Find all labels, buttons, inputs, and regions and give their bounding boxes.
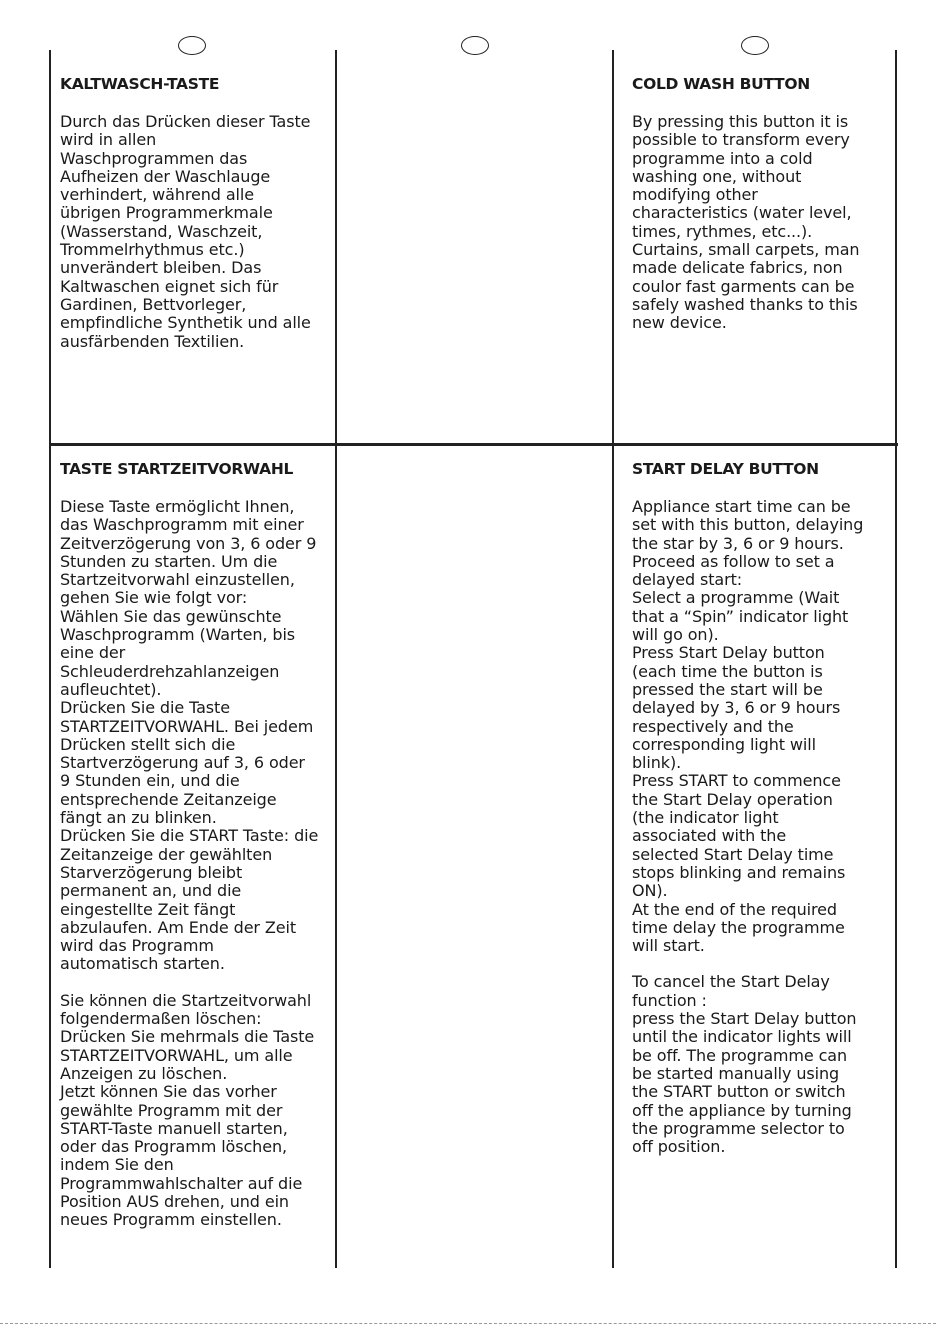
- german-start-delay-section: [60, 459, 332, 1230]
- column-divider-middle-left: [335, 50, 337, 1268]
- english-cold-wash-heading: COLD WASH BUTTON: [632, 75, 810, 93]
- german-start-delay-heading: TASTE STARTZEITVORWAHL: [60, 460, 294, 478]
- english-cold-wash-section: [632, 74, 904, 333]
- english-start-delay-heading: START DELAY BUTTON: [632, 460, 819, 478]
- language-marker-circle-german: [178, 36, 206, 55]
- english-start-delay-section: [632, 459, 904, 1156]
- german-start-delay-text-2: Sie können die Startzeitvorwahl folgendermaßen löschen: Drücken Sie mehrmals die Taste STARTZEITVORWAHL, um alle Anzeigen zu löschen. Jetzt können Sie das vorher gewählte Programm mit der START-Taste manuell starten, oder das Programm löschen, indem Sie den Programmwahlschalter auf die Position AUS drehen, und ein neues Programm einstellen.: [60, 990, 315, 1230]
- german-start-delay-text-1: Diese Taste ermöglicht Ihnen, das Waschprogramm mit einer Zeitverzögerung von 3, 6 oder 9 Stunden zu starten. Um die Startzeitvorwahl einzustellen, gehen Sie wie folgt vor: Wählen Sie das gewünschte Waschprogramm (Warten, bis eine der Schleuderdrehzahlanzeigen aufleuchtet). Drücken Sie die Taste STARTZEITVORWAHL. Bei jedem Drücken stellt sich die Startverzögerung auf 3, 6 oder 9 Stunden ein, und die entsprechende Zeitanzeige fängt an zu blinken. Drücken Sie die START Taste: die Zeitanzeige der gewählten Starverzögerung bleibt permanent an, und die eingestellte Zeit fängt abzulaufen. Am Ende der Zeit wird das Programm automatisch starten.: [60, 497, 319, 974]
- section-divider: [50, 443, 898, 446]
- column-divider-middle-right: [612, 50, 614, 1268]
- german-cold-wash-text: Durch das Drücken dieser Taste wird in allen Waschprogrammen das Aufheizen der Waschlauge verhindert, während alle übrigen Programmerkmale (Wasserstand, Waschzeit, Trommelrhythmus etc.) unverändert bleiben. Das Kaltwaschen eignet sich für Gardinen, Bettvorleger, empfindliche Synthetik und alle ausfärbenden Textilien.: [60, 112, 311, 351]
- column-divider-left: [49, 50, 51, 1268]
- language-marker-circle-english: [741, 36, 769, 55]
- german-cold-wash-heading: KALTWASCH-TASTE: [60, 75, 220, 93]
- english-cold-wash-text: By pressing this button it is possible to transform every programme into a cold washing one, without modifying other characteristics (water level, times, rythmes, etc...). Curtains, small carpets, man made delicate fabrics, non coulor fast garments can be safely washed thanks to this new device.: [632, 112, 860, 333]
- german-cold-wash-section: [60, 74, 332, 351]
- language-marker-circle-middle: [461, 36, 489, 55]
- english-start-delay-text-1: Appliance start time can be set with this button, delaying the star by 3, 6 or 9 hours. Proceed as follow to set a delayed start: Select a programme (Wait that a “Spin” indicator light will go on). Press Start Delay button (each time the button is pressed the start will be delayed by 3, 6 or 9 hours respectively and the corresponding light will blink). Press START to commence the Start Delay operation (the indicator light associated with the selected Start Delay time stops blinking and remains ON). At the end of the required time delay the programme will start.: [632, 497, 864, 956]
- english-start-delay-text-2: To cancel the Start Delay function : press the Start Delay button until the indicator lights will be off. The programme can be started manually using the START button or switch off the appliance by turning the programme selector to off position.: [632, 972, 857, 1157]
